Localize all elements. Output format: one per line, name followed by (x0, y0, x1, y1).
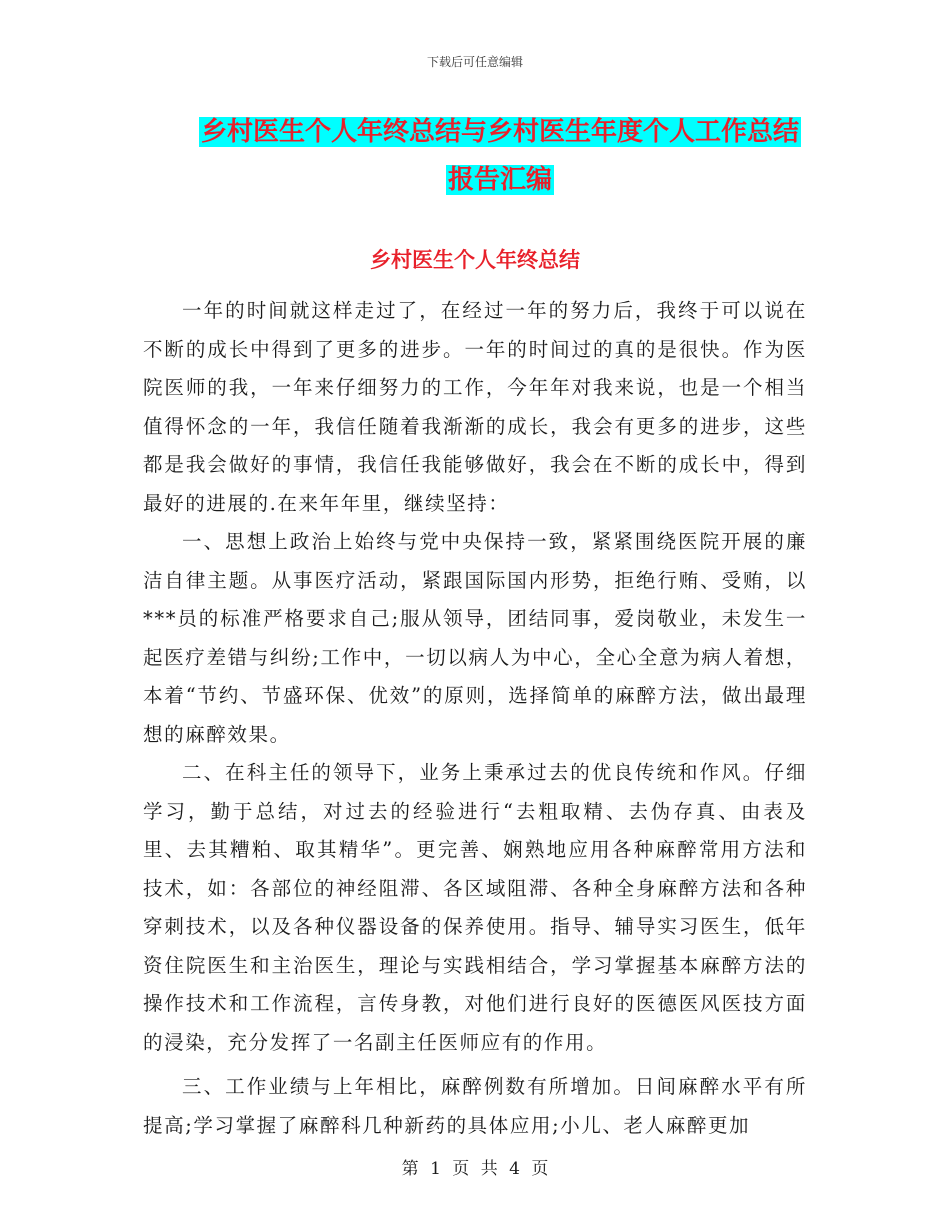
paragraph-intro: 一年的时间就这样走过了，在经过一年的努力后，我终于可以说在不断的成长中得到了更多的进步。一年的时间过的真的是很快。作为医院医师的我，一年来仔细努力的工作，今年年对我来说，也是一个相当值得怀念的一年，我信任随着我渐渐的成长，我会有更多的进步，这些都是我会做好的事情，我信任我能够做好，我会在不断的成长中，得到最好的进展的.在来年年里，继续坚持： (143, 299, 807, 515)
paragraph-point-3: 三、工作业绩与上年相比，麻醉例数有所增加。日间麻醉水平有所提高;学习掌握了麻醉科几种新药的具体应用;小儿、老人麻醉更加 (143, 1075, 807, 1137)
document-title (150, 108, 850, 204)
page-number-footer: 第 1 页 共 4 页 (401, 1159, 549, 1179)
document-body (143, 292, 807, 1145)
paragraph-point-1: 一、思想上政治上始终与党中央保持一致，紧紧围绕医院开展的廉洁自律主题。从事医疗活动，紧跟国际国内形势，拒绝行贿、受贿，以***员的标准严格要求自己;服从领导，团结同事，爱岗敬业，未发生一起医疗差错与纠纷;工作中，一切以病人为中心，全心全意为病人着想，本着“节约、节盛环保、优效”的原则，选择简单的麻醉方法，做出最理想的麻醉效果。 (143, 530, 807, 746)
document-title-line-1: 乡村医生个人年终总结与乡村医生年度个人工作总结 (200, 117, 799, 147)
paragraph-point-2: 二、在科主任的领导下，业务上秉承过去的优良传统和作风。仔细学习，勤于总结，对过去的经验进行“去粗取精、去伪存真、由表及里、去其糟粕、取其精华”。更完善、娴熟地应用各种麻醉常用方法和技术，如：各部位的神经阻滞、各区域阻滞、各种全身麻醉方法和各种穿刺技术，以及各种仪器设备的保养使用。指导、辅导实习医生，低年资住院医生和主治医生，理论与实践相结合，学习掌握基本麻醉方法的操作技术和工作流程，言传身教，对他们进行良好的医德医风医技方面的浸染，充分发挥了一名副主任医师应有的作用。 (143, 761, 807, 1054)
page-header-note: 下载后可任意编辑 (426, 55, 523, 69)
document-title-line-2: 报告汇编 (447, 165, 552, 195)
section-title: 乡村医生个人年终总结 (370, 248, 580, 272)
